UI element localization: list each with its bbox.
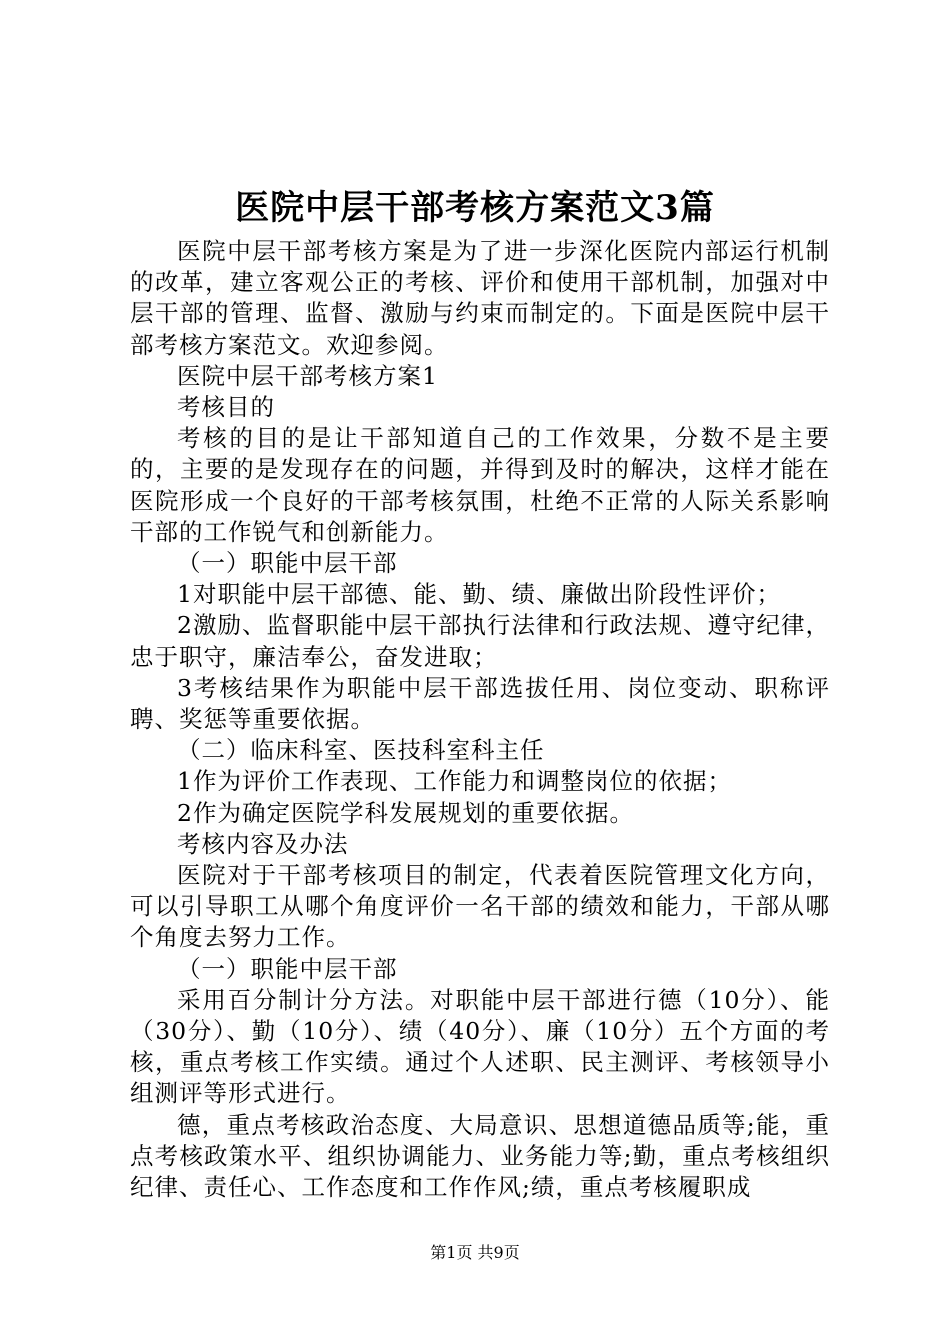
paragraph: 1作为评价工作表现、工作能力和调整岗位的依据； (177, 767, 732, 796)
section-heading: 考核内容及办法 (177, 829, 349, 858)
paragraph: 考核的目的是让干部知道自己的工作效果，分数不是主要的，主要的是发现存在的问题，并得到及时的解决，这样才能在医院形成一个良好的干部考核氛围，杜绝不正常的人际关系影响干部的工作锐气和创新能力。 (130, 424, 830, 546)
section-heading: （一）职能中层干部 (177, 549, 398, 578)
paragraph: 医院中层干部考核方案是为了进一步深化医院内部运行机制的改革，建立客观公正的考核、评价和使用干部机制，加强对中层干部的管理、监督、激励与约束而制定的。下面是医院中层干部考核方案范文。欢迎参阅。 (130, 237, 830, 359)
section-heading: （二）临床科室、医技科室科主任 (177, 736, 545, 765)
paragraph: 2激励、监督职能中层干部执行法律和行政法规、遵守纪律，忠于职守，廉洁奉公，奋发进取； (130, 611, 830, 671)
paragraph: 2作为确定医院学科发展规划的重要依据。 (177, 798, 634, 827)
section-heading: （一）职能中层干部 (177, 954, 398, 983)
section-heading: 医院中层干部考核方案1 (177, 361, 438, 390)
paragraph: 3考核结果作为职能中层干部选拔任用、岗位变动、职称评聘、奖惩等重要依据。 (130, 673, 830, 734)
paragraph: 1对职能中层干部德、能、勤、绩、廉做出阶段性评价； (177, 580, 781, 609)
page-number-footer: 第1页 共9页 (430, 1243, 520, 1262)
section-heading: 考核目的 (177, 393, 275, 422)
document-body (130, 236, 830, 1203)
document-title: 医院中层干部考核方案范文3篇 (235, 188, 715, 228)
paragraph: 德，重点考核政治态度、大局意识、思想道德品质等;能，重点考核政策水平、组织协调能力、业务能力等;勤，重点考核组织纪律、责任心、工作态度和工作作风;绩，重点考核履职成 (130, 1110, 830, 1202)
paragraph: 医院对于干部考核项目的制定，代表着医院管理文化方向，可以引导职工从哪个角度评价一名干部的绩效和能力，干部从哪个角度去努力工作。 (130, 861, 830, 952)
paragraph: 采用百分制计分方法。对职能中层干部进行德（10分）、能（30分）、勤（10分）、绩（40分）、廉（10分）五个方面的考核，重点考核工作实绩。通过个人述职、民主测评、考核领导小组测评等形式进行。 (130, 985, 830, 1108)
